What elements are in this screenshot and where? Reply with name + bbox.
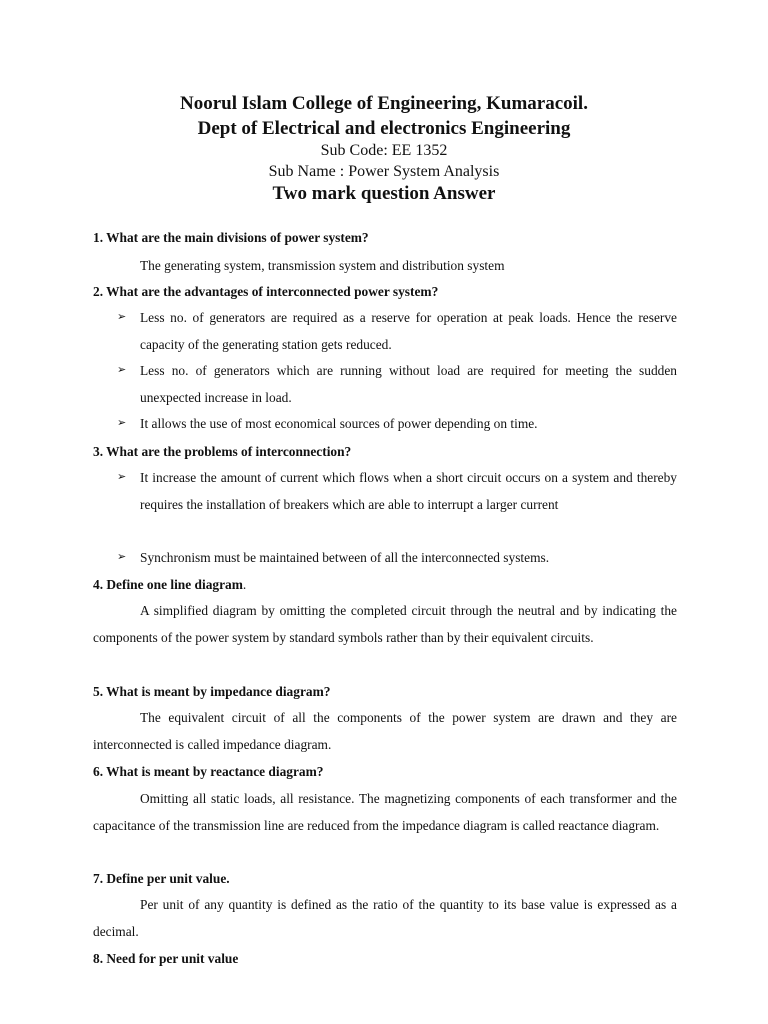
question-2: 2. What are the advantages of interconnected power system? (93, 284, 439, 299)
department-name: Dept of Electrical and electronics Engineering (197, 118, 571, 139)
answer-4: A simplified diagram by omitting the completed circuit through the neutral and by indicating the components of the power system by standard symbols rather than by their equivalent circuits. (93, 603, 677, 645)
bullet-text: Less no. of generators which are running without load are required for meeting the sudden unexpected increase in load. (140, 363, 677, 405)
question-3: 3. What are the problems of interconnection? (93, 444, 352, 459)
subject-name: Sub Name : Power System Analysis (268, 163, 500, 180)
answer-7: Per unit of any quantity is defined as the ratio of the quantity to its base value is expressed as a decimal. (93, 897, 677, 939)
arrow-bullet-icon: ➢ (117, 311, 127, 323)
page-title: Two mark question Answer (272, 183, 496, 204)
bullet-text: Synchronism must be maintained between of all the interconnected systems. (140, 550, 550, 565)
question-1: 1. What are the main divisions of power system? (93, 230, 369, 245)
question-8: 8. Need for per unit value (93, 951, 239, 966)
answer-6: Omitting all static loads, all resistance. The magnetizing components of each transformer and the capacitance of the transmission line are reduced from the impedance diagram is called reactance diagram. (93, 791, 677, 833)
college-name: Noorul Islam College of Engineering, Kumaracoil. (180, 93, 588, 114)
arrow-bullet-icon: ➢ (117, 471, 127, 483)
question-6: 6. What is meant by reactance diagram? (93, 764, 324, 779)
question-4-period: . (242, 577, 247, 592)
answer-1: The generating system, transmission system and distribution system (140, 258, 505, 273)
arrow-bullet-icon: ➢ (117, 551, 127, 563)
question-5: 5. What is meant by impedance diagram? (93, 684, 331, 699)
question-7: 7. Define per unit value. (93, 871, 230, 886)
answer-5: The equivalent circuit of all the components of the power system are drawn and they are interconnected is called impedance diagram. (93, 710, 677, 752)
question-4 (93, 576, 693, 594)
arrow-bullet-icon: ➢ (117, 364, 127, 376)
subject-code: Sub Code: EE 1352 (320, 142, 448, 159)
question-4-text: 4. Define one line diagram (93, 577, 243, 592)
bullet-text: Less no. of generators are required as a reserve for operation at peak loads. Hence the reserve capacity of the generating station gets reduced. (140, 310, 677, 352)
bullet-text: It increase the amount of current which flows when a short circuit occurs on a system and thereby requires the installation of breakers which are able to interrupt a larger current (140, 470, 677, 512)
arrow-bullet-icon: ➢ (117, 417, 127, 429)
bullet-text: It allows the use of most economical sources of power depending on time. (140, 416, 538, 431)
